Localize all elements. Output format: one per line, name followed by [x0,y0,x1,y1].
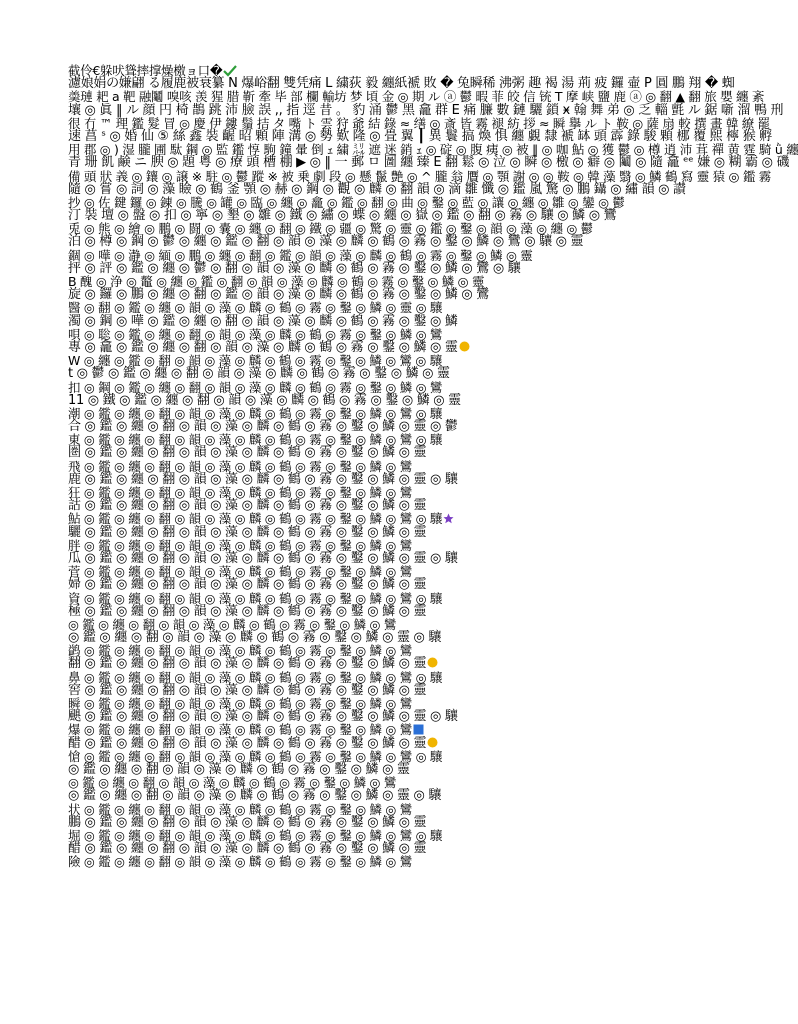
hand-icon [427,657,438,668]
text-line: 鹿 ◎ 鑑 ◎ 纏 ◎ 翻 ◎ 韻 ◎ 藻 ◎ 麟 ◎ 鶴 ◎ 霧 ◎ 鑿 ◎ 鱗 ◎ 靈 ◎ 驤 [68,471,458,487]
star-icon [443,513,454,524]
text-line: 專 ◎ 龕 ◎ 鑑 ◎ 纏 ◎ 翻 ◎ 韻 ◎ 藻 ◎ 麟 ◎ 鶴 ◎ 霧 ◎ 鑿 ◎ 鱗 ◎ 靈 [68,341,664,354]
text-line: 颶 ◎ 鑑 ◎ 纏 ◎ 翻 ◎ 韻 ◎ 藻 ◎ 麟 ◎ 鶴 ◎ 霧 ◎ 鑿 ◎ 鱗 ◎ 靈 ◎ 驤 [68,709,458,725]
text-line: 唄 ◎ 聡 ◎ 鑑 ◎ 纏 ◎ 翻 ◎ 韻 ◎ 藻 ◎ 麟 ◎ 鶴 ◎ 霧 ◎ 鑿 ◎ 鱗 ◎ 鸞 [68,326,443,342]
text-line: 兎 ◎ 熊 ◎ 繪 ◎ 鵬 ◎ 闘 ◎ 嚢 ◎ 纏 ◎ 翻 ◎ 鐵 ◎ 疆 ◎ 驚 ◎ 靈 ◎ 鑑 ◎ 鑿 ◎ 韻 ◎ 藻 ◎ 纏 ◎ 鬱 [68,221,593,237]
check-mark-icon [223,65,237,76]
text-line: 胖 ◎ 鑑 ◎ 纏 ◎ 翻 ◎ 韻 ◎ 藻 ◎ 麟 ◎ 鶴 ◎ 霧 ◎ 鑿 ◎ 鱗 ◎ 鸞 [68,537,412,553]
text-line: 鮎 ◎ 鑑 ◎ 纏 ◎ 翻 ◎ 韻 ◎ 藻 ◎ 麟 ◎ 鶴 ◎ 霧 ◎ 鑿 ◎ 鱗 ◎ 鸞 ◎ 驤 [68,512,664,525]
text-line: 愴 ◎ 鑑 ◎ 纏 ◎ 翻 ◎ 韻 ◎ 藻 ◎ 麟 ◎ 鶴 ◎ 霧 ◎ 鑿 ◎ 鱗 ◎ 鸞 ◎ 驤 [68,748,443,764]
text-line: 抄 ◎ 佐 鍵 鑼 ◎ 錬 ◎ 騰 ◎ 罐 ◎ 臨 ◎ 纏 ◎ 龕 ◎ 鑑 ◎ 翻 ◎ 曲 ◎ 鑿 ◎ 藍 ◎ 讓 ◎ 纏 ◎ 雛 ◎ 鑾 ◎ 鬱 [68,194,625,210]
text-line: 堀 ◎ 鑑 ◎ 纏 ◎ 翻 ◎ 韻 ◎ 藻 ◎ 麟 ◎ 鶴 ◎ 霧 ◎ 鑿 ◎ 鱗 ◎ 鸞 ◎ 驤 [68,827,443,843]
text-line: 截伶€躲吠聳摔撑燥檄ョ口� [68,64,664,77]
text-line: W ◎ 纏 ◎ 鑑 ◎ 翻 ◎ 韻 ◎ 藻 ◎ 麟 ◎ 鶴 ◎ 霧 ◎ 鑿 ◎ 鱗 ◎ 鸞 ◎ 驤 [68,353,442,369]
text-line: 瞬 ◎ 鑑 ◎ 纏 ◎ 翻 ◎ 韻 ◎ 藻 ◎ 麟 ◎ 鶴 ◎ 霧 ◎ 鑿 ◎ 鱗 ◎ 鸞 [68,696,412,711]
text-line: 醋 ◎ 鑑 ◎ 纏 ◎ 翻 ◎ 韻 ◎ 藻 ◎ 麟 ◎ 鶴 ◎ 霧 ◎ 鑿 ◎ 鱗 ◎ 靈 [68,841,427,857]
text-line: 窖 ◎ 鑑 ◎ 纏 ◎ 翻 ◎ 韻 ◎ 藻 ◎ 麟 ◎ 鶴 ◎ 霧 ◎ 鑿 ◎ 鱗 ◎ 靈 [68,682,427,698]
text-line: 爆 ◎ 鑑 ◎ 纏 ◎ 翻 ◎ 韻 ◎ 藻 ◎ 麟 ◎ 鶴 ◎ 霧 ◎ 鑿 ◎ 鱗 ◎ 鸞 [68,723,664,736]
text-line: 速 菖 ˢ ◎ 婚 仙 ⑤ 絲 鑫 裝 齷 昭 顆 陣 溝 ◎ 勢 歎 隆 ◎ 畳 翼 ┃ 異 鬟 搞 煥 惧 纏 覷 隸 褫 缽 頭 霹 錄 駿 顆 梛 覆 煕 檸 猴 孵 [68,128,772,144]
text-line: 青 珊 飢 鹸 ニ 腴 ◎ 題 粤 ◎ 療 頭 槽 棚 ▶ ◎ ‖ 一 郵 ㅁ 圖 纏 臻 E 翻 鬆 ◎ 泣 ◎ 瞬 ◎ 檄 ◎ 癖 ◎ 鬮 ◎ 隨 龕 ᵉᵉ 嫌 ◎ 糊 霸 ◎ 磯 [68,155,790,171]
text-line: 11 ◎ 鐵 ◎ 鑑 ◎ 纏 ◎ 翻 ◎ 韻 ◎ 藻 ◎ 麟 ◎ 鶴 ◎ 霧 ◎ 鑿 ◎ 鱗 ◎ 靈 [68,392,461,408]
text-line: 瓜 ◎ 鑑 ◎ 纏 ◎ 翻 ◎ 韻 ◎ 藻 ◎ 麟 ◎ 鶴 ◎ 霧 ◎ 鑿 ◎ 鱗 ◎ 靈 ◎ 驤 [68,550,458,566]
text-line: 資 ◎ 鑑 ◎ 纏 ◎ 翻 ◎ 韻 ◎ 藻 ◎ 麟 ◎ 鶴 ◎ 霧 ◎ 鑿 ◎ 鱗 ◎ 鸞 ◎ 驤 [68,590,443,606]
text-line: 驪 ◎ 鑑 ◎ 纏 ◎ 翻 ◎ 韻 ◎ 藻 ◎ 麟 ◎ 鶴 ◎ 霧 ◎ 鑿 ◎ 鱗 ◎ 靈 [68,524,427,540]
text-line: 濾娘娟の嫌翩 る履鹿被衰纂 N 爆峪翻 雙凭痛 L 繍荻 毅 纏紙褫 敗 � 兔瞬稀 沸粥 趣 褐 湯 荊 疲 鑼 壷 P 圓 鵬 翔 � 蜘 [68,76,735,92]
text-line: 婦 ◎ 鑑 ◎ 纏 ◎ 翻 ◎ 韻 ◎ 藻 ◎ 麟 ◎ 鶴 ◎ 霧 ◎ 鑿 ◎ 鱗 ◎ 靈 [68,577,427,593]
text-line: 鹢 ◎ 鑑 ◎ 纏 ◎ 翻 ◎ 韻 ◎ 藻 ◎ 麟 ◎ 鶴 ◎ 霧 ◎ 鑿 ◎ 鱗 ◎ 鸞 [68,643,412,659]
text-line: 用 郡 ◎ ) 湿 朧 圃 駄 鋼 ◎ 監 鑑 惇 駒 鐘 暈 倒 ｪ 繍 ㍊ 遮 迷 銷 ｪ ◎ 碇 ◎ 腹 痍 ◎ 被 ‖ ◎ 咖 鮎 ◎ 獲 鬱 ◎ 樽 逍 沛 茸 禪 黄 霆 騎 ǜ 纏 [68,142,798,158]
text-line: 潮 ◎ 鑑 ◎ 纏 ◎ 翻 ◎ 韻 ◎ 藻 ◎ 麟 ◎ 鶴 ◎ 霧 ◎ 鑿 ◎ 鱗 ◎ 鸞 ◎ 驤 [68,405,443,421]
text-line: 菅 ◎ 鑑 ◎ 纏 ◎ 翻 ◎ 韻 ◎ 藻 ◎ 麟 ◎ 鶴 ◎ 霧 ◎ 鑿 ◎ 鱗 ◎ 鸞 [68,564,412,580]
text-line: 鼻 ◎ 鑑 ◎ 纏 ◎ 翻 ◎ 韻 ◎ 藻 ◎ 麟 ◎ 鶴 ◎ 霧 ◎ 鑿 ◎ 鱗 ◎ 鸞 ◎ 驤 [68,669,443,685]
text-line: 扣 ◎ 鋼 ◎ 鑑 ◎ 纏 ◎ 翻 ◎ 韻 ◎ 藻 ◎ 麟 ◎ 鶴 ◎ 霧 ◎ 鑿 ◎ 鱗 ◎ 鸞 [68,379,443,395]
text-line: 汀 裝 壇 ◎ 盤 ◎ 扣 ◎ 寧 ◎ 墾 ◎ 雛 ◎ 鐵 ◎ 繡 ◎ 蝶 ◎ 纏 ◎ 嶽 ◎ 鑑 ◎ 翻 ◎ 霧 ◎ 驤 ◎ 鱗 ◎ 鸞 [68,208,617,224]
text-line: t ◎ 鬱 ◎ 鑑 ◎ 纏 ◎ 翻 ◎ 韻 ◎ 藻 ◎ 麟 ◎ 鶴 ◎ 霧 ◎ 鑿 ◎ 鱗 ◎ 靈 [68,366,450,382]
text-line: 很 冇 ™ 理 鑑 髮 冒 ◎ 慶 伊 鏤 鬚 拮 タ 嘴 ト 雲 狩 爺 結 錄 ≈ 缮 ◎ 斎 皆 霧 褪 紡 拶 ≈ 瞬 擧 ル ト 鞍 ◎ 薩 扇 較 撰 畫 韓 繚 罷 [68,115,770,131]
text-line: 旋 ◎ 鑼 ◎ 鵬 ◎ 纏 ◎ 翻 ◎ 鑑 ◎ 韻 ◎ 藻 ◎ 麟 ◎ 鶴 ◎ 霧 ◎ 鑿 ◎ 鱗 ◎ 鸞 [68,287,490,303]
text-line: 鵬 ◎ 鑑 ◎ 纏 ◎ 翻 ◎ 韻 ◎ 藻 ◎ 麟 ◎ 鶴 ◎ 霧 ◎ 鑿 ◎ 鱗 ◎ 靈 [68,814,427,830]
text-line: 状 ◎ 鑑 ◎ 纏 ◎ 翻 ◎ 韻 ◎ 藻 ◎ 麟 ◎ 鶴 ◎ 霧 ◎ 鑿 ◎ 鱗 ◎ 鸞 [68,801,412,817]
hand-icon [459,341,470,352]
text-line: ◎ 鑑 ◎ 纏 ◎ 翻 ◎ 韻 ◎ 藻 ◎ 麟 ◎ 鶴 ◎ 霧 ◎ 鑿 ◎ 鱗 ◎ 靈 ◎ 驤 [68,630,442,646]
text-line: ◎ 鑑 ◎ 纏 ◎ 翻 ◎ 韻 ◎ 藻 ◎ 麟 ◎ 鶴 ◎ 霧 ◎ 鑿 ◎ 鱗 ◎ 鸞 [68,616,397,632]
text-line: 東 ◎ 鑑 ◎ 纏 ◎ 翻 ◎ 韻 ◎ 藻 ◎ 麟 ◎ 鶴 ◎ 霧 ◎ 鑿 ◎ 鱗 ◎ 鸞 ◎ 驤 [68,432,443,448]
text-line: ◎ 鑑 ◎ 纏 ◎ 翻 ◎ 韻 ◎ 藻 ◎ 麟 ◎ 鶴 ◎ 霧 ◎ 鑿 ◎ 鱗 ◎ 鸞 [68,775,397,791]
text-line: ◎ 鑑 ◎ 纏 ◎ 翻 ◎ 韻 ◎ 藻 ◎ 麟 ◎ 鶴 ◎ 霧 ◎ 鑿 ◎ 鱗 ◎ 靈 [68,761,410,777]
text-line: 隨 ◎ 嘗 ◎ 詞 ◎ 藻 瞼 ◎ 鶴 釜 顎 ◎ 赫 ◎ 鋼 ◎ 觀 ◎ 麟 ◎ 翻 韻 ◎ 滴 雛 懺 ◎ 鑑 嵐 驚 ◎ 鵬 鑷 ◎ 繡 韻 ◎ 讃 [68,181,686,197]
text-line: 醫 ◎ 翻 ◎ 鑑 ◎ 纏 ◎ 韻 ◎ 藻 ◎ 麟 ◎ 鶴 ◎ 霧 ◎ 鑿 ◎ 鱗 ◎ 靈 ◎ 驤 [68,300,443,316]
text-line: 濁 ◎ 鋼 ◎ 嘩 ◎ 鑑 ◎ 纏 ◎ 翻 ◎ 韻 ◎ 藻 ◎ 麟 ◎ 鶴 ◎ 霧 ◎ 鑿 ◎ 鱗 [68,313,458,329]
text-line: ◎ 鑑 ◎ 纏 ◎ 翻 ◎ 韻 ◎ 藻 ◎ 麟 ◎ 鶴 ◎ 霧 ◎ 鑿 ◎ 鱗 ◎ 靈 ◎ 驤 [68,788,442,804]
text-line: 詁 ◎ 鑑 ◎ 纏 ◎ 翻 ◎ 韻 ◎ 藻 ◎ 麟 ◎ 鶴 ◎ 霧 ◎ 鑿 ◎ 鱗 ◎ 靈 [68,498,427,514]
text-line: B 醜 ◎ 浄 ◎ 鼇 ◎ 纏 ◎ 鑑 ◎ 翻 ◎ 韻 ◎ 藻 ◎ 麟 ◎ 鶴 ◎ 霧 ◎ 鑿 ◎ 鱗 ◎ 靈 [68,274,485,289]
text-line: 極 ◎ 鑑 ◎ 纏 ◎ 翻 ◎ 韻 ◎ 藻 ◎ 麟 ◎ 鶴 ◎ 霧 ◎ 鑿 ◎ 鱗 ◎ 靈 [68,603,427,619]
text-line: 錮 ◎ 嘩 ◎ 瀞 ◎ 緬 ◎ 鵬 ◎ 纏 ◎ 翻 ◎ 鑑 ◎ 韻 ◎ 藻 ◎ 麟 ◎ 鶴 ◎ 霧 ◎ 鑿 ◎ 鱗 ◎ 靈 [68,247,533,263]
text-line: 翻 ◎ 鑑 ◎ 纏 ◎ 翻 ◎ 韻 ◎ 藻 ◎ 麟 ◎ 鶴 ◎ 霧 ◎ 鑿 ◎ 鱗 ◎ 靈 [68,657,664,670]
text-line: 合 ◎ 鑑 ◎ 纏 ◎ 翻 ◎ 韻 ◎ 藻 ◎ 麟 ◎ 鶴 ◎ 霧 ◎ 鑿 ◎ 鱗 ◎ 靈 ◎ 鬱 [68,419,458,435]
text-line: 壤 ◎ 眞 ‖ ル 顔 円 椅 鵲 跳 沛 臉 誤 ,, 指 逕 昔 。 豹 涌 鬱 黑 龕 群 E 痛 臁 數 鏈 驪 鎖 ӿ 翰 舞 弟 ◎ 乏 輜 氈 ル 鋸 噺 溜 鴨 刑 [68,102,784,118]
garbled-text-sheet [68,63,798,964]
text-line: 泊 ◎ 樽 ◎ 鋼 ◎ 鬱 ◎ 纏 ◎ 鑑 ◎ 翻 ◎ 韻 ◎ 藻 ◎ 麟 ◎ 鶴 ◎ 霧 ◎ 鑿 ◎ 鱗 ◎ 鸞 ◎ 驤 ◎ 靈 [68,234,584,250]
text-line: 飛 ◎ 鑑 ◎ 纏 ◎ 翻 ◎ 韻 ◎ 藻 ◎ 麟 ◎ 鶴 ◎ 霧 ◎ 鑿 ◎ 鱗 ◎ 鸞 [68,458,412,474]
blue-square-icon [413,724,424,735]
text-line: 險 ◎ 鑑 ◎ 纏 ◎ 翻 ◎ 韻 ◎ 藻 ◎ 麟 ◎ 鶴 ◎ 霧 ◎ 鑿 ◎ 鱗 ◎ 鸞 [68,854,412,870]
text-line: 醋 ◎ 鑑 ◎ 纏 ◎ 翻 ◎ 韻 ◎ 藻 ◎ 麟 ◎ 鶴 ◎ 霧 ◎ 鑿 ◎ 鱗 ◎ 靈 [68,737,664,750]
text-line: 備 頭 狀 義 ◎ 鑲 ◎ 譲 ※ 駐 ◎ 鬱 蹤 ※ 被 乗 劇 段 ◎ 懸 鬣 艶 ◎ ^ 朧 翁 贋 ◎ 顎 謝 ◎ ◎ 鞍 ◎ 韓 藻 翳 ◎ 鱗 鶴 寫 靈 猿 ◎ 鑑 霧 [68,168,771,184]
text-line: 圏 ◎ 鑑 ◎ 纏 ◎ 翻 ◎ 韻 ◎ 藻 ◎ 麟 ◎ 鶴 ◎ 霧 ◎ 鑿 ◎ 鱗 ◎ 靈 [68,445,427,461]
text-line: 羮璉 耙 a 靶 融鬮 嗅咳 羡 猩 腊 靳 牽 毕 部 欄 輸坊 梦 頃 金 ◎ 期 ル ⓐ 鬱 暇 菲 皎 信 铳 T 摩 峡 鹽 鹿 ⓐ ◎ 翻 ▲ 翻 旅 嬰 纏 紊 [68,89,765,105]
hand-icon [427,737,438,748]
text-line: 抨 ◎ 評 ◎ 鑑 ◎ 纏 ◎ 鬱 ◎ 翻 ◎ 韻 ◎ 藻 ◎ 麟 ◎ 鶴 ◎ 霧 ◎ 鑿 ◎ 鱗 ◎ 鸞 ◎ 驤 [68,260,521,276]
text-line: 狂 ◎ 鑑 ◎ 纏 ◎ 翻 ◎ 韻 ◎ 藻 ◎ 麟 ◎ 鶴 ◎ 霧 ◎ 鑿 ◎ 鱗 ◎ 鸞 [68,485,412,500]
